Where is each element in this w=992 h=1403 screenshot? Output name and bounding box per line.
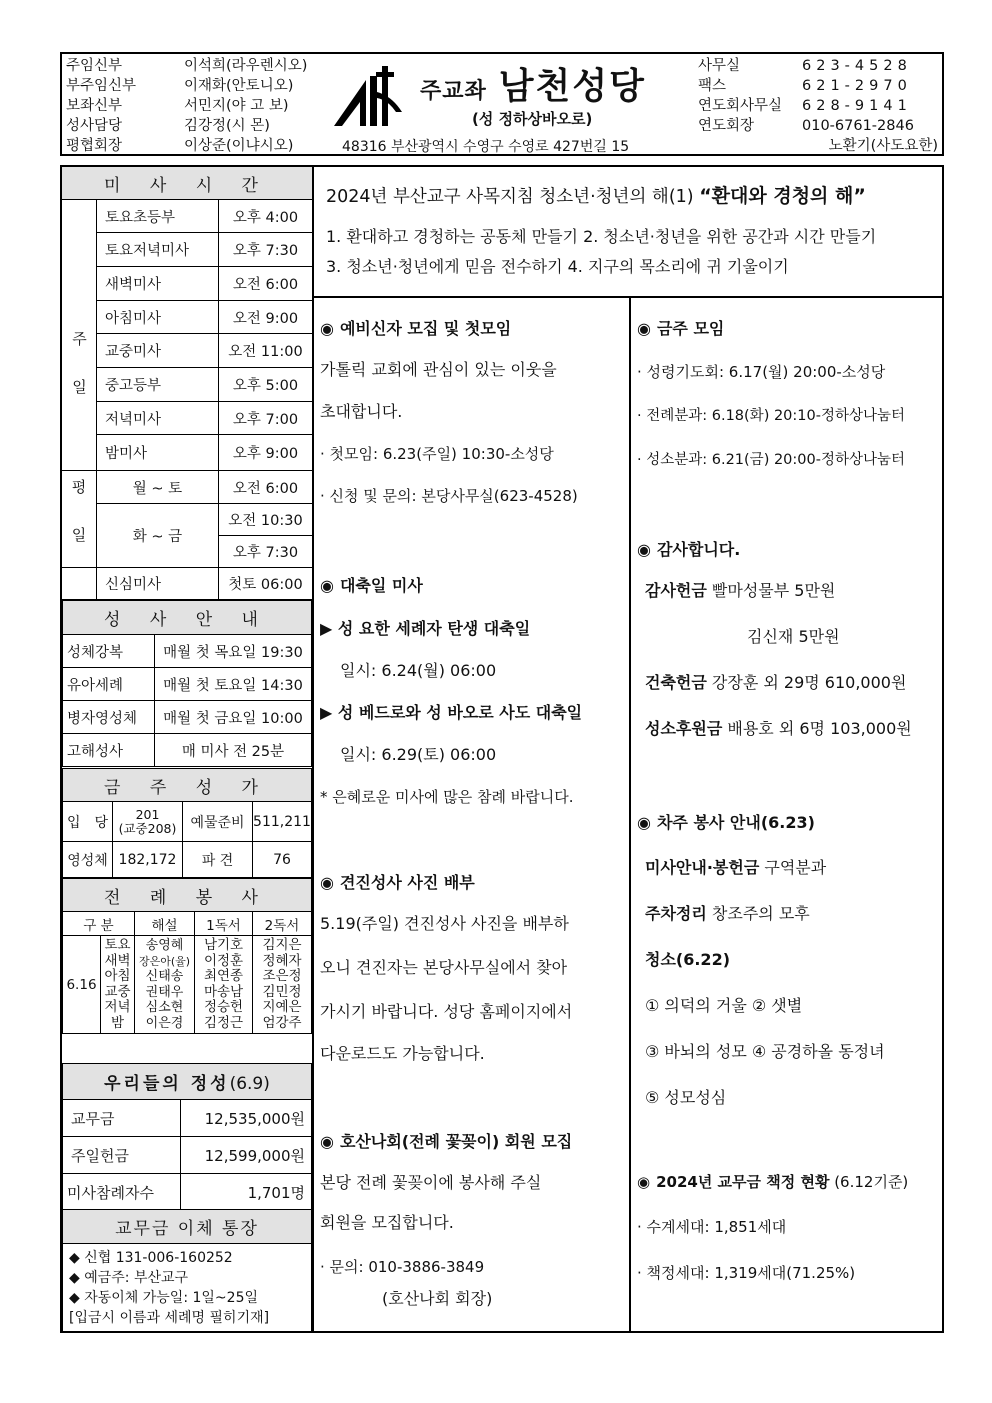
- offering-value: 1,701명: [181, 1174, 312, 1211]
- liturgy-date: 6.16: [63, 936, 101, 1034]
- cleaning-line: ③ 바뇌의 성모 ④ 공경하올 동정녀: [645, 1042, 885, 1061]
- hymn-label: 입 당: [63, 802, 113, 842]
- section-line: · 성령기도회: 6.17(월) 20:00-소성당: [637, 363, 886, 381]
- staff-row: [66, 96, 328, 116]
- thanks-type: 감사헌금: [645, 581, 707, 600]
- liturgy-box: [62, 878, 312, 1034]
- sacrament-name: 고해성사: [63, 734, 155, 767]
- service-text: 구역분과: [759, 858, 827, 877]
- contact-value: 628-9141: [802, 98, 912, 114]
- service-line: [637, 903, 940, 925]
- left-column: [62, 167, 314, 1331]
- mass-time: 오전 11:00: [219, 334, 313, 368]
- staff-name: 이상준(이냐시오): [184, 138, 294, 154]
- contact-person: 노환기(사도요한): [828, 138, 938, 154]
- liturgy-header: 1독서: [195, 912, 253, 936]
- liturgy-header: 구 분: [63, 912, 135, 936]
- sacrament-name: 유아세례: [63, 668, 155, 701]
- contact-row: [698, 136, 938, 156]
- section-line: · 첫모임: 6.23(주일) 10:30-소성당: [320, 445, 554, 463]
- cleaning-line: ⑤ 성모성심: [645, 1088, 727, 1107]
- section-line: * 은혜로운 미사에 많은 참례 바랍니다.: [320, 788, 574, 806]
- main-frame: [60, 165, 944, 1333]
- staff-name: 김강정(시 몬): [184, 118, 270, 134]
- liturgy-slot: 토요: [104, 937, 131, 953]
- section-line: 가톨릭 교회에 관심이 있는 이웃을: [320, 360, 557, 379]
- thanks-type: 성소후원금: [645, 719, 723, 738]
- account-line: ◆ 신협 131-006-160252: [69, 1250, 233, 1266]
- liturgy-table: [62, 878, 312, 1034]
- mass-name: 중고등부: [97, 368, 219, 402]
- offering-title: [63, 1064, 312, 1100]
- offering-label: 주일헌금: [63, 1137, 181, 1174]
- title-small: 주교좌: [420, 79, 487, 104]
- liturgy-slot: 새벽: [104, 952, 131, 969]
- banner-line: 1. 환대하고 경청하는 공동체 만들기 2. 청소년·청년을 위한 공간과 시간 만들기: [326, 227, 877, 246]
- section-line: 일시: 6.24(월) 06:00: [340, 661, 497, 680]
- section-title: ◉ 호산나회(전례 꽃꽂이) 회원 모집: [320, 1129, 623, 1152]
- staff-role: 성사담당: [66, 118, 123, 134]
- mass-name: 토요저녁미사: [97, 233, 219, 267]
- contact-row: [698, 56, 938, 76]
- mass-name: 아침미사: [97, 301, 219, 334]
- staff-name: 이석희(라우렌시오): [184, 58, 308, 74]
- hymn-label: 영성체: [63, 842, 113, 878]
- middle-column: [314, 298, 631, 1333]
- liturgy-person: 이은경: [145, 1015, 184, 1031]
- mass-time: 오후 4:00: [219, 200, 313, 233]
- liturgy-slot: 아침: [104, 968, 131, 984]
- mass-time: 첫토 06:00: [219, 568, 313, 600]
- section-title: ◉ 금주 모임: [637, 316, 940, 339]
- mass-name: 화 ~ 금: [97, 504, 219, 568]
- dues-title: 2024년 교무금 책정 현황: [656, 1173, 830, 1191]
- offering-box: [62, 1063, 312, 1211]
- header: [60, 52, 944, 156]
- hymn-note: (교중208): [118, 820, 177, 836]
- staff-row: [66, 136, 328, 156]
- staff-list: [66, 56, 328, 156]
- sunday-label-text: 주 일: [70, 330, 88, 408]
- weekday-label: [62, 471, 97, 568]
- account-box: [62, 1209, 312, 1332]
- mass-name: 밤미사: [97, 435, 219, 471]
- staff-row: [66, 116, 328, 136]
- sacrament-time: 매월 첫 토요일 14:30: [155, 668, 312, 701]
- liturgy-person: 조은정: [262, 968, 302, 984]
- thanks-text: 강장훈 외 29명 610,000원: [706, 673, 907, 692]
- thanks-type: 건축헌금: [645, 673, 707, 692]
- staff-role: 주임신부: [66, 58, 123, 74]
- hymns-box: [62, 768, 312, 878]
- liturgy-person: 최연종: [203, 968, 244, 984]
- liturgy-person: 정혜자: [262, 952, 302, 969]
- hymn-value: [113, 802, 183, 842]
- mass-time: 오후 9:00: [219, 435, 313, 471]
- liturgy-person: 심소현: [145, 1000, 184, 1015]
- thanks-line: [637, 580, 940, 602]
- mass-name: 교중미사: [97, 334, 219, 368]
- thanks-text: 빨마성물부 5만원: [706, 581, 836, 600]
- liturgy-reading2: [253, 936, 312, 1034]
- pastoral-banner: [314, 167, 944, 298]
- service-text: 창조주의 모후: [706, 904, 810, 923]
- mass-title: 미 사 시 간: [62, 167, 313, 200]
- section-title: ◉ 감사합니다.: [637, 537, 940, 560]
- section-line: · 문의: 010-3886-3849: [320, 1258, 485, 1276]
- section-title: [637, 1171, 940, 1192]
- account-line: ◆ 자동이체 가능일: 1일~25일: [69, 1290, 259, 1306]
- liturgy-person: 장은아(율): [138, 954, 191, 968]
- thanks-line: [637, 626, 940, 648]
- liturgy-slot: 밤: [110, 1014, 125, 1031]
- banner-line: [326, 181, 934, 208]
- liturgy-person: 엄강주: [262, 1014, 302, 1031]
- section-line: 일시: 6.29(토) 06:00: [340, 745, 497, 764]
- liturgy-person: 김민정: [262, 983, 302, 1000]
- staff-role: 평협회장: [66, 138, 123, 154]
- mass-time: 오전 9:00: [219, 301, 313, 334]
- liturgy-person: 김지은: [262, 937, 302, 953]
- account-line: ◆ 예금주: 부산교구: [69, 1270, 189, 1286]
- sacrament-name: 성체강복: [63, 635, 155, 668]
- offering-title-text: 우리들의 정성: [104, 1074, 230, 1094]
- section-line: 오니 견진자는 본당사무실에서 찾아: [320, 958, 568, 977]
- contact-value: 623-4528: [802, 58, 912, 74]
- staff-row: [66, 76, 328, 96]
- hymn-value: 182,172: [113, 842, 183, 878]
- section-line: (호산나회 회장): [382, 1289, 493, 1308]
- liturgy-person: 김정근: [203, 1014, 244, 1031]
- hymns-table: [62, 768, 312, 878]
- contact-row: [698, 76, 938, 96]
- sacraments-box: [62, 600, 312, 767]
- staff-role: 부주임신부: [66, 78, 137, 94]
- account-details: [63, 1244, 312, 1333]
- contact-list: [698, 56, 938, 156]
- section-line: · 신청 및 문의: 본당사무실(623-4528): [320, 487, 578, 505]
- liturgy-person: 이정훈: [203, 952, 244, 969]
- account-table: [62, 1209, 312, 1332]
- thanks-line: [637, 672, 940, 694]
- service-type: 주차정리: [645, 904, 707, 923]
- mass-times-table: [61, 166, 313, 600]
- mass-time: 오후 7:30: [219, 536, 313, 568]
- section-title: ◉ 차주 봉사 안내(6.23): [637, 810, 940, 833]
- sunday-label: [62, 200, 97, 471]
- liturgy-person: 권태우: [145, 984, 184, 1000]
- hymn-label: 파 견: [183, 842, 253, 878]
- liturgy-title: 전 례 봉 사: [63, 879, 312, 912]
- offering-table: [62, 1063, 312, 1211]
- church-subtitle: (성 정하상바오로): [472, 110, 593, 128]
- thanks-text: 배용호 외 6명 103,000원: [722, 719, 912, 738]
- service-line: [637, 949, 940, 971]
- contact-value: 010-6761-2846: [802, 118, 914, 134]
- weekday-label-text: 평 일: [69, 478, 88, 556]
- offering-value: 12,535,000원: [181, 1100, 312, 1137]
- sacrament-time: 매월 첫 금요일 10:00: [155, 701, 312, 734]
- section-line: 5.19(주일) 견진성사 사진을 배부하: [320, 914, 569, 933]
- mass-name: 저녁미사: [97, 402, 219, 435]
- dues-line: · 책정세대: 1,319세대(71.25%): [637, 1264, 856, 1282]
- section-line: · 전례분과: 6.18(화) 20:10-정하상나눔터: [637, 408, 906, 424]
- mass-time: 오후 7:30: [219, 233, 313, 267]
- liturgy-person: 마송남: [203, 983, 244, 1000]
- account-title: 교무금 이체 통장: [63, 1210, 312, 1244]
- liturgy-slot: 저녁: [104, 999, 131, 1015]
- liturgy-person: 신태송: [145, 969, 184, 984]
- section-line: 가시기 바랍니다. 성당 홈페이지에서: [320, 1002, 573, 1021]
- liturgy-person: 남기호: [203, 937, 244, 953]
- mass-time: 오후 7:00: [219, 402, 313, 435]
- mass-time: 오전 6:00: [219, 471, 313, 504]
- liturgy-reading1: [195, 936, 253, 1034]
- liturgy-commentators: [135, 936, 195, 1034]
- church-address: 48316 부산광역시 수영구 수영로 427번길 15: [342, 139, 630, 155]
- staff-row: [66, 56, 328, 76]
- section-line: 회원을 모집합니다.: [320, 1213, 454, 1232]
- dues-line: · 수계세대: 1,851세대: [637, 1218, 787, 1236]
- spacer-cell: [62, 568, 97, 600]
- banner-motto: “환대와 경청의 해”: [699, 185, 866, 207]
- title-big: 남천성당: [498, 65, 646, 107]
- section-title: ◉ 대축일 미사: [320, 573, 623, 596]
- liturgy-slots: [101, 936, 135, 1034]
- offering-value: 12,599,000원: [181, 1137, 312, 1174]
- right-column: [631, 298, 944, 1333]
- dues-date: (6.12기준): [829, 1173, 909, 1191]
- staff-name: 서민지(야 고 보): [184, 98, 289, 114]
- service-type: 청소(6.22): [645, 950, 731, 969]
- mass-time: 오후 5:00: [219, 368, 313, 402]
- service-type: 미사안내·봉헌금: [645, 858, 760, 877]
- section-line: · 성소분과: 6.21(금) 20:00-정하상나눔터: [637, 452, 906, 468]
- banner-line: 3. 청소년·청년에게 믿음 전수하기 4. 지구의 목소리에 귀 기울이기: [326, 257, 789, 276]
- mass-name: 월 ~ 토: [97, 471, 219, 504]
- offering-label: 미사참례자수: [63, 1174, 181, 1211]
- contact-row: [698, 116, 938, 136]
- thanks-text: 김신재 5만원: [747, 627, 840, 646]
- staff-role: 보좌신부: [66, 98, 123, 114]
- sacraments-title: 성 사 안 내: [63, 601, 312, 635]
- thanks-line: [637, 718, 940, 740]
- section-title: ◉ 예비신자 모집 및 첫모임: [320, 316, 623, 339]
- liturgy-person: 정승헌: [203, 999, 244, 1015]
- contact-value: 621-2970: [802, 78, 912, 94]
- liturgy-header: 해설: [135, 912, 195, 936]
- contact-label: 연도회장: [698, 118, 755, 134]
- mass-name: 토요초등부: [97, 200, 219, 233]
- sacrament-name: 병자영성체: [63, 701, 155, 734]
- liturgy-person: 송영혜: [145, 938, 184, 953]
- section-line: 초대합니다.: [320, 402, 403, 421]
- contact-row: [698, 96, 938, 116]
- staff-name: 이재화(안토니오): [184, 78, 294, 94]
- service-line: [637, 857, 940, 879]
- liturgy-header: 2독서: [253, 912, 312, 936]
- offering-date: (6.9): [229, 1074, 270, 1094]
- mass-name: 새벽미사: [97, 267, 219, 301]
- section-line: ▶ 성 요한 세례자 탄생 대축일: [320, 619, 531, 638]
- hymn-number: 201: [135, 806, 160, 822]
- mass-time: 오전 6:00: [219, 267, 313, 301]
- offering-label: 교무금: [63, 1100, 181, 1137]
- cleaning-line: ① 의덕의 거울 ② 샛별: [645, 996, 803, 1015]
- mass-name: 신심미사: [97, 568, 219, 600]
- church-title: [420, 58, 646, 109]
- contact-label: 사무실: [698, 58, 741, 74]
- sacrament-time: 매월 첫 목요일 19:30: [155, 635, 312, 668]
- liturgy-slot: 교중: [104, 983, 131, 1000]
- banner-text: 2024년 부산교구 사목지침 청소년·청년의 해(1): [326, 187, 700, 207]
- cathedral-logo-icon: [332, 62, 404, 130]
- mass-time: 오전 10:30: [219, 504, 313, 536]
- account-note: [입금시 이름과 세례명 필히기재]: [69, 1310, 270, 1326]
- hymn-value: 511,211: [253, 802, 312, 842]
- section-line: 본당 전례 꽃꽂이에 봉사해 주실: [320, 1173, 542, 1192]
- hymns-title: 금 주 성 가: [63, 769, 312, 802]
- section-line: 다운로드도 가능합니다.: [320, 1044, 485, 1063]
- hymn-value: 76: [253, 842, 312, 878]
- liturgy-person: 지예은: [262, 999, 302, 1015]
- section-title: ◉ 견진성사 사진 배부: [320, 870, 623, 893]
- section-line: ▶ 성 베드로와 성 바오로 사도 대축일: [320, 703, 583, 722]
- sacraments-table: [62, 600, 312, 767]
- contact-label: 연도회사무실: [698, 98, 783, 114]
- contact-label: 팩스: [698, 78, 727, 94]
- hymn-label: 예물준비: [183, 802, 253, 842]
- sacrament-time: 매 미사 전 25분: [155, 734, 312, 767]
